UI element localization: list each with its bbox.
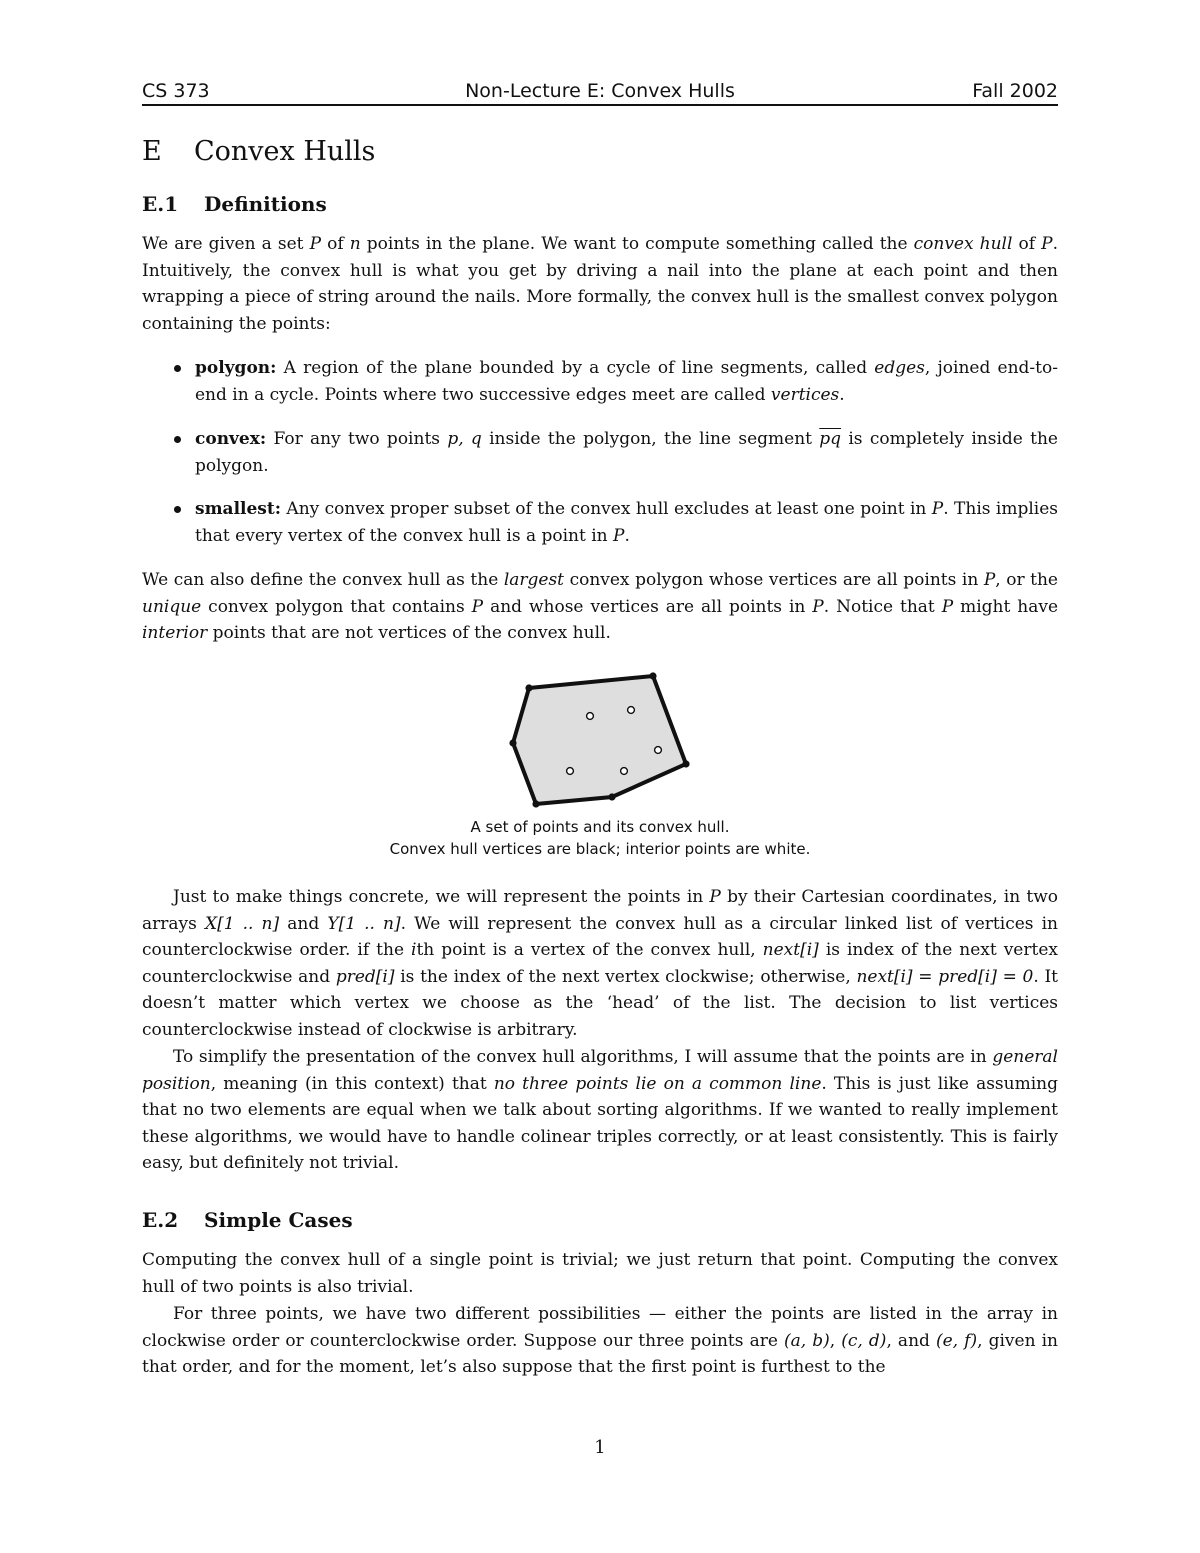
paragraph-three-points: [142, 1301, 1058, 1381]
text-run: points that are not vertices of the convex hull.: [207, 623, 611, 644]
math-point: (c, d): [841, 1330, 887, 1351]
text-run: convex polygon that contains: [201, 596, 472, 617]
hull-vertex-point: [649, 672, 656, 679]
hull-vertex-point: [509, 739, 516, 746]
text-run: For three points, we have two different possibilities — either the points are listed in the array in clockwise order or counterclockwise order. Suppose our three points are: [142, 1304, 1058, 1351]
text-run: , joined end-to-end in a cycle. Points where two successive edges meet are called: [195, 358, 1058, 405]
math-point: (e, f): [935, 1330, 978, 1351]
emphasis: vertices: [770, 384, 840, 405]
bullet-icon: [174, 506, 181, 513]
section-number: E: [142, 136, 162, 167]
list-item-convex: [195, 426, 1058, 479]
interior-point: [587, 713, 594, 720]
math-var: P: [471, 596, 484, 617]
hull-vertex-point: [525, 684, 532, 691]
text-run: is index of the next vertex counterclockwise and: [142, 940, 1058, 987]
emphasis: general position: [142, 1047, 1058, 1094]
emphasis: unique: [142, 596, 202, 617]
interior-point: [628, 707, 635, 714]
term: convex:: [195, 429, 267, 449]
text-run: , given in that order, and for the moment, let’s also suppose that the first point is furthest to the: [142, 1330, 1058, 1378]
math-array: Y[1 .. n]: [327, 913, 401, 934]
text-run: might have: [953, 596, 1059, 617]
emphasis: largest: [503, 570, 565, 590]
math-var: p, q: [447, 429, 482, 449]
figure-caption-line1: A set of points and its convex hull.: [470, 818, 730, 836]
text-run: is the index of the next vertex clockwise; otherwise,: [394, 966, 857, 987]
text-run: by their Cartesian coordinates, in two arrays: [142, 887, 1058, 934]
term: polygon:: [195, 358, 277, 378]
emphasis: no three points lie on a common line: [493, 1073, 822, 1094]
paragraph-general-position: [142, 1044, 1058, 1177]
text-run: . This is just like assuming that no two elements are equal when we talk about sorting algorithms. If we wanted to really implement these algorithms, we would have to handle colinear triples correctly, or at least consistently. This is fairly easy, but definitely not trivial.: [142, 1073, 1058, 1174]
section-heading: Convex Hulls: [194, 136, 376, 167]
text-run: . We will represent the convex hull as a circular linked list of vertices in counterclockwise order. if the: [142, 913, 1058, 961]
math-var: n: [349, 234, 361, 254]
text-run: . This implies that every vertex of the convex hull is a point in: [195, 499, 1058, 546]
text-run: For any two points: [266, 429, 448, 449]
subsection-number: E.2: [142, 1208, 179, 1232]
math-expr: pred[i]: [335, 966, 395, 987]
math-var: P: [613, 525, 625, 546]
hull-vertex-point: [682, 760, 689, 767]
paragraph-representation: [142, 884, 1058, 1044]
list-item-polygon: [195, 355, 1058, 408]
convex-hull-polygon: [513, 676, 686, 804]
paragraph-intro: [142, 231, 1058, 337]
subsection-heading: Definitions: [204, 192, 327, 216]
text-run: , or the: [995, 570, 1058, 590]
text-run: convex polygon whose vertices are all points in: [564, 570, 984, 590]
page-number: 1: [594, 1437, 606, 1458]
text-run: , and: [886, 1330, 936, 1351]
interior-point: [567, 768, 574, 775]
math-array: X[1 .. n]: [204, 913, 280, 934]
interior-point: [621, 768, 628, 775]
bullet-icon: [174, 365, 181, 372]
text-run: We can also define the convex hull as the: [142, 570, 504, 590]
text-run: .: [839, 384, 845, 405]
math-segment: $\overline{pq}$: [819, 429, 842, 449]
subsection-title-definitions: [142, 192, 327, 216]
header-term: Fall 2002: [972, 80, 1058, 102]
text-run: We are given a set: [142, 234, 310, 254]
header-title: Non-Lecture E: Convex Hulls: [465, 80, 735, 102]
math-var: P: [941, 596, 954, 617]
header-rule: [142, 104, 1058, 106]
list-item-smallest: [195, 496, 1058, 549]
subsection-heading: Simple Cases: [204, 1208, 353, 1232]
math-var: P: [309, 234, 322, 254]
math-point: (a, b): [783, 1330, 830, 1351]
math-var: P: [812, 596, 824, 617]
emphasis: edges: [874, 358, 925, 378]
math-var: i: [411, 940, 417, 961]
hull-vertex-point: [532, 800, 539, 807]
figure-caption-line2: Convex hull vertices are black; interior points are white.: [389, 840, 811, 858]
text-run: ,: [829, 1330, 842, 1351]
text-run: To simplify the presentation of the convex hull algorithms, I will assume that the points are in: [173, 1047, 993, 1067]
text-run: . Intuitively, the convex hull is what you get by driving a nail into the plane at each point and then wrapping a piece of string around the nails. More formally, the convex hull is the smallest convex polygon containing the points:: [142, 234, 1058, 334]
math-var: P: [1041, 234, 1053, 254]
text-run: , meaning (in this context) that: [210, 1073, 494, 1094]
header-course: CS 373: [142, 80, 210, 102]
text-run: . Notice that: [823, 596, 942, 617]
text-run: points in the plane. We want to compute something called the: [360, 234, 914, 254]
math-expr: next[i]: [762, 940, 819, 961]
convex-hull-figure: [500, 664, 700, 814]
text-run: th point is a vertex of the convex hull,: [416, 940, 763, 961]
text-run: . It doesn’t matter which vertex we choose as the ‘head’ of the list. The decision to list vertices counterclockwise instead of clockwise is arbitrary.: [142, 966, 1059, 1040]
emphasis: interior: [142, 623, 208, 644]
subsection-number: E.1: [142, 192, 179, 216]
text-run: of: [321, 234, 350, 254]
paragraph-alt-definition: [142, 567, 1058, 647]
math-expr: next[i] = pred[i] = 0: [856, 966, 1034, 987]
text-run: of: [1012, 234, 1042, 254]
hull-vertex-point: [608, 793, 615, 800]
text-run: .: [624, 525, 630, 546]
text-run: A region of the plane bounded by a cycle of line segments, called: [276, 358, 875, 378]
text-run: is completely inside the polygon.: [195, 429, 1058, 476]
emphasis: convex hull: [913, 234, 1013, 254]
text-run: and whose vertices are all points in: [483, 596, 813, 617]
term: smallest:: [195, 499, 282, 519]
interior-point: [655, 747, 662, 754]
text-run: Any convex proper subset of the convex hull excludes at least one point in: [281, 499, 932, 519]
math-var: P: [983, 570, 996, 590]
bullet-icon: [174, 436, 181, 443]
subsection-title-simple-cases: [142, 1208, 353, 1232]
text-run: and: [279, 913, 328, 934]
text-run: Just to make things concrete, we will represent the points in: [173, 887, 710, 907]
math-var: P: [709, 887, 721, 907]
text-run: inside the polygon, the line segment: [481, 429, 820, 449]
paragraph-trivial-cases: Computing the convex hull of a single point is trivial; we just return that point. Computing the convex hull of two points is also trivial.: [142, 1250, 1058, 1297]
math-var: P: [931, 499, 944, 519]
section-title: [142, 136, 375, 167]
